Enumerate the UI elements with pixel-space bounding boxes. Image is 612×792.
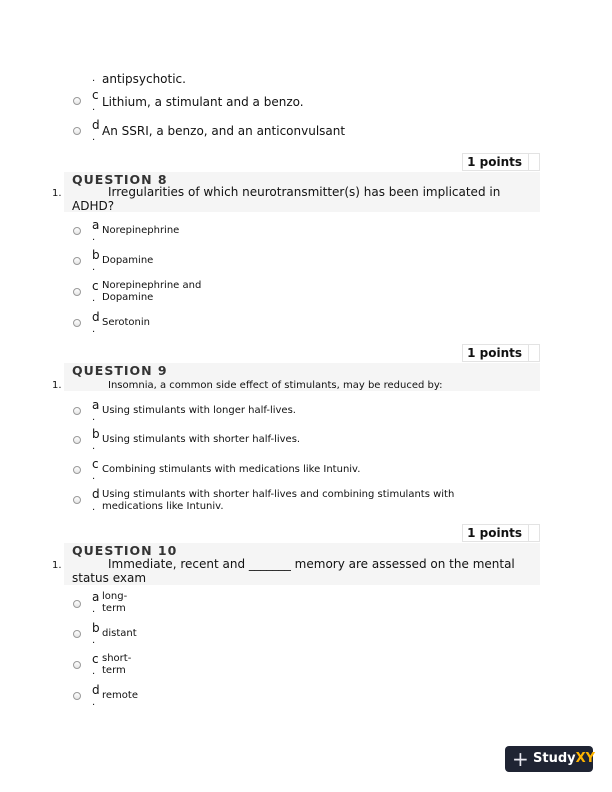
option-letter: c bbox=[92, 88, 99, 102]
option-letter: c bbox=[92, 279, 99, 293]
points-label: 1 points bbox=[462, 524, 528, 542]
radio-option-b[interactable] bbox=[73, 436, 81, 444]
option-letter: b bbox=[92, 427, 100, 441]
radio-option-c[interactable] bbox=[73, 661, 81, 669]
points-label: 1 points bbox=[462, 344, 528, 362]
option-text: Lithium, a stimulant and a benzo. bbox=[102, 95, 304, 109]
option-dot: . bbox=[92, 73, 96, 84]
option-dot: . bbox=[92, 132, 96, 143]
option-letter: d bbox=[92, 683, 100, 697]
option-text: Combining stimulants with medications like Intuniv. bbox=[102, 464, 361, 475]
option-dot: . bbox=[92, 635, 96, 646]
option-dot: . bbox=[92, 262, 96, 273]
radio-option-d[interactable] bbox=[73, 692, 81, 700]
plus-icon: + bbox=[512, 747, 529, 771]
option-letter: a bbox=[92, 218, 100, 232]
option-letter: d bbox=[92, 487, 100, 501]
option-letter: b bbox=[92, 621, 100, 635]
option-text: Using stimulants with shorter half-lives and combining stimulants with medications like Intuniv. bbox=[102, 489, 455, 512]
studyxy-badge[interactable] bbox=[505, 746, 596, 772]
radio-option-a[interactable] bbox=[73, 227, 81, 235]
brand-name: StudyXY bbox=[533, 751, 596, 766]
option-letter: d bbox=[92, 310, 100, 324]
question-number: 1. bbox=[52, 560, 62, 571]
points-tab bbox=[528, 344, 540, 362]
option-text: Dopamine bbox=[102, 255, 154, 266]
option-dot: . bbox=[92, 471, 96, 482]
radio-option-b[interactable] bbox=[73, 257, 81, 265]
option-dot: . bbox=[92, 441, 96, 452]
option-letter: b bbox=[92, 248, 100, 262]
option-text: Using stimulants with shorter half-lives. bbox=[102, 434, 301, 445]
radio-option-d[interactable] bbox=[73, 319, 81, 327]
points-tab bbox=[528, 153, 540, 171]
option-letter: a bbox=[92, 398, 100, 412]
option-dot: . bbox=[92, 232, 96, 243]
question-title: QUESTION 9 bbox=[72, 363, 168, 378]
points-tab bbox=[528, 524, 540, 542]
option-text: short-term bbox=[102, 653, 132, 676]
option-text: Norepinephrine and Dopamine bbox=[102, 280, 202, 303]
question-text: Irregularities of which neurotransmitter(s) has been implicated in ADHD? bbox=[72, 185, 501, 213]
option-letter: a bbox=[92, 590, 100, 604]
points-label: 1 points bbox=[462, 153, 528, 171]
radio-option-c[interactable] bbox=[73, 97, 81, 105]
option-dot: . bbox=[92, 502, 96, 513]
radio-option-c[interactable] bbox=[73, 466, 81, 474]
option-dot: . bbox=[92, 102, 96, 113]
radio-option-c[interactable] bbox=[73, 288, 81, 296]
question-title: QUESTION 10 bbox=[72, 543, 178, 558]
option-dot: . bbox=[92, 697, 96, 708]
option-dot: . bbox=[92, 293, 96, 304]
option-dot: . bbox=[92, 666, 96, 677]
question-number: 1. bbox=[52, 380, 62, 391]
option-text: remote bbox=[102, 690, 138, 701]
question-text: Immediate, recent and _______ memory are assessed on the mental status exam bbox=[72, 557, 515, 585]
option-text: Serotonin bbox=[102, 317, 151, 328]
option-dot: . bbox=[92, 412, 96, 423]
question-text: Insomnia, a common side effect of stimulants, may be reduced by: bbox=[108, 380, 443, 391]
option-letter: c bbox=[92, 652, 99, 666]
option-dot: . bbox=[92, 604, 96, 615]
option-dot: . bbox=[92, 324, 96, 335]
radio-option-b[interactable] bbox=[73, 630, 81, 638]
question-title: QUESTION 8 bbox=[72, 172, 168, 187]
option-text: distant bbox=[102, 628, 137, 639]
option-text: Norepinephrine bbox=[102, 225, 180, 236]
radio-option-a[interactable] bbox=[73, 407, 81, 415]
option-text: An SSRI, a benzo, and an anticonvulsant bbox=[102, 124, 346, 138]
option-letter: c bbox=[92, 457, 99, 471]
radio-option-d[interactable] bbox=[73, 496, 81, 504]
option-text: long-term bbox=[102, 591, 128, 614]
option-text: antipsychotic. bbox=[102, 72, 186, 86]
option-text: Using stimulants with longer half-lives. bbox=[102, 405, 296, 416]
option-letter: d bbox=[92, 118, 100, 132]
question-number: 1. bbox=[52, 188, 62, 199]
radio-option-a[interactable] bbox=[73, 600, 81, 608]
radio-option-d[interactable] bbox=[73, 127, 81, 135]
